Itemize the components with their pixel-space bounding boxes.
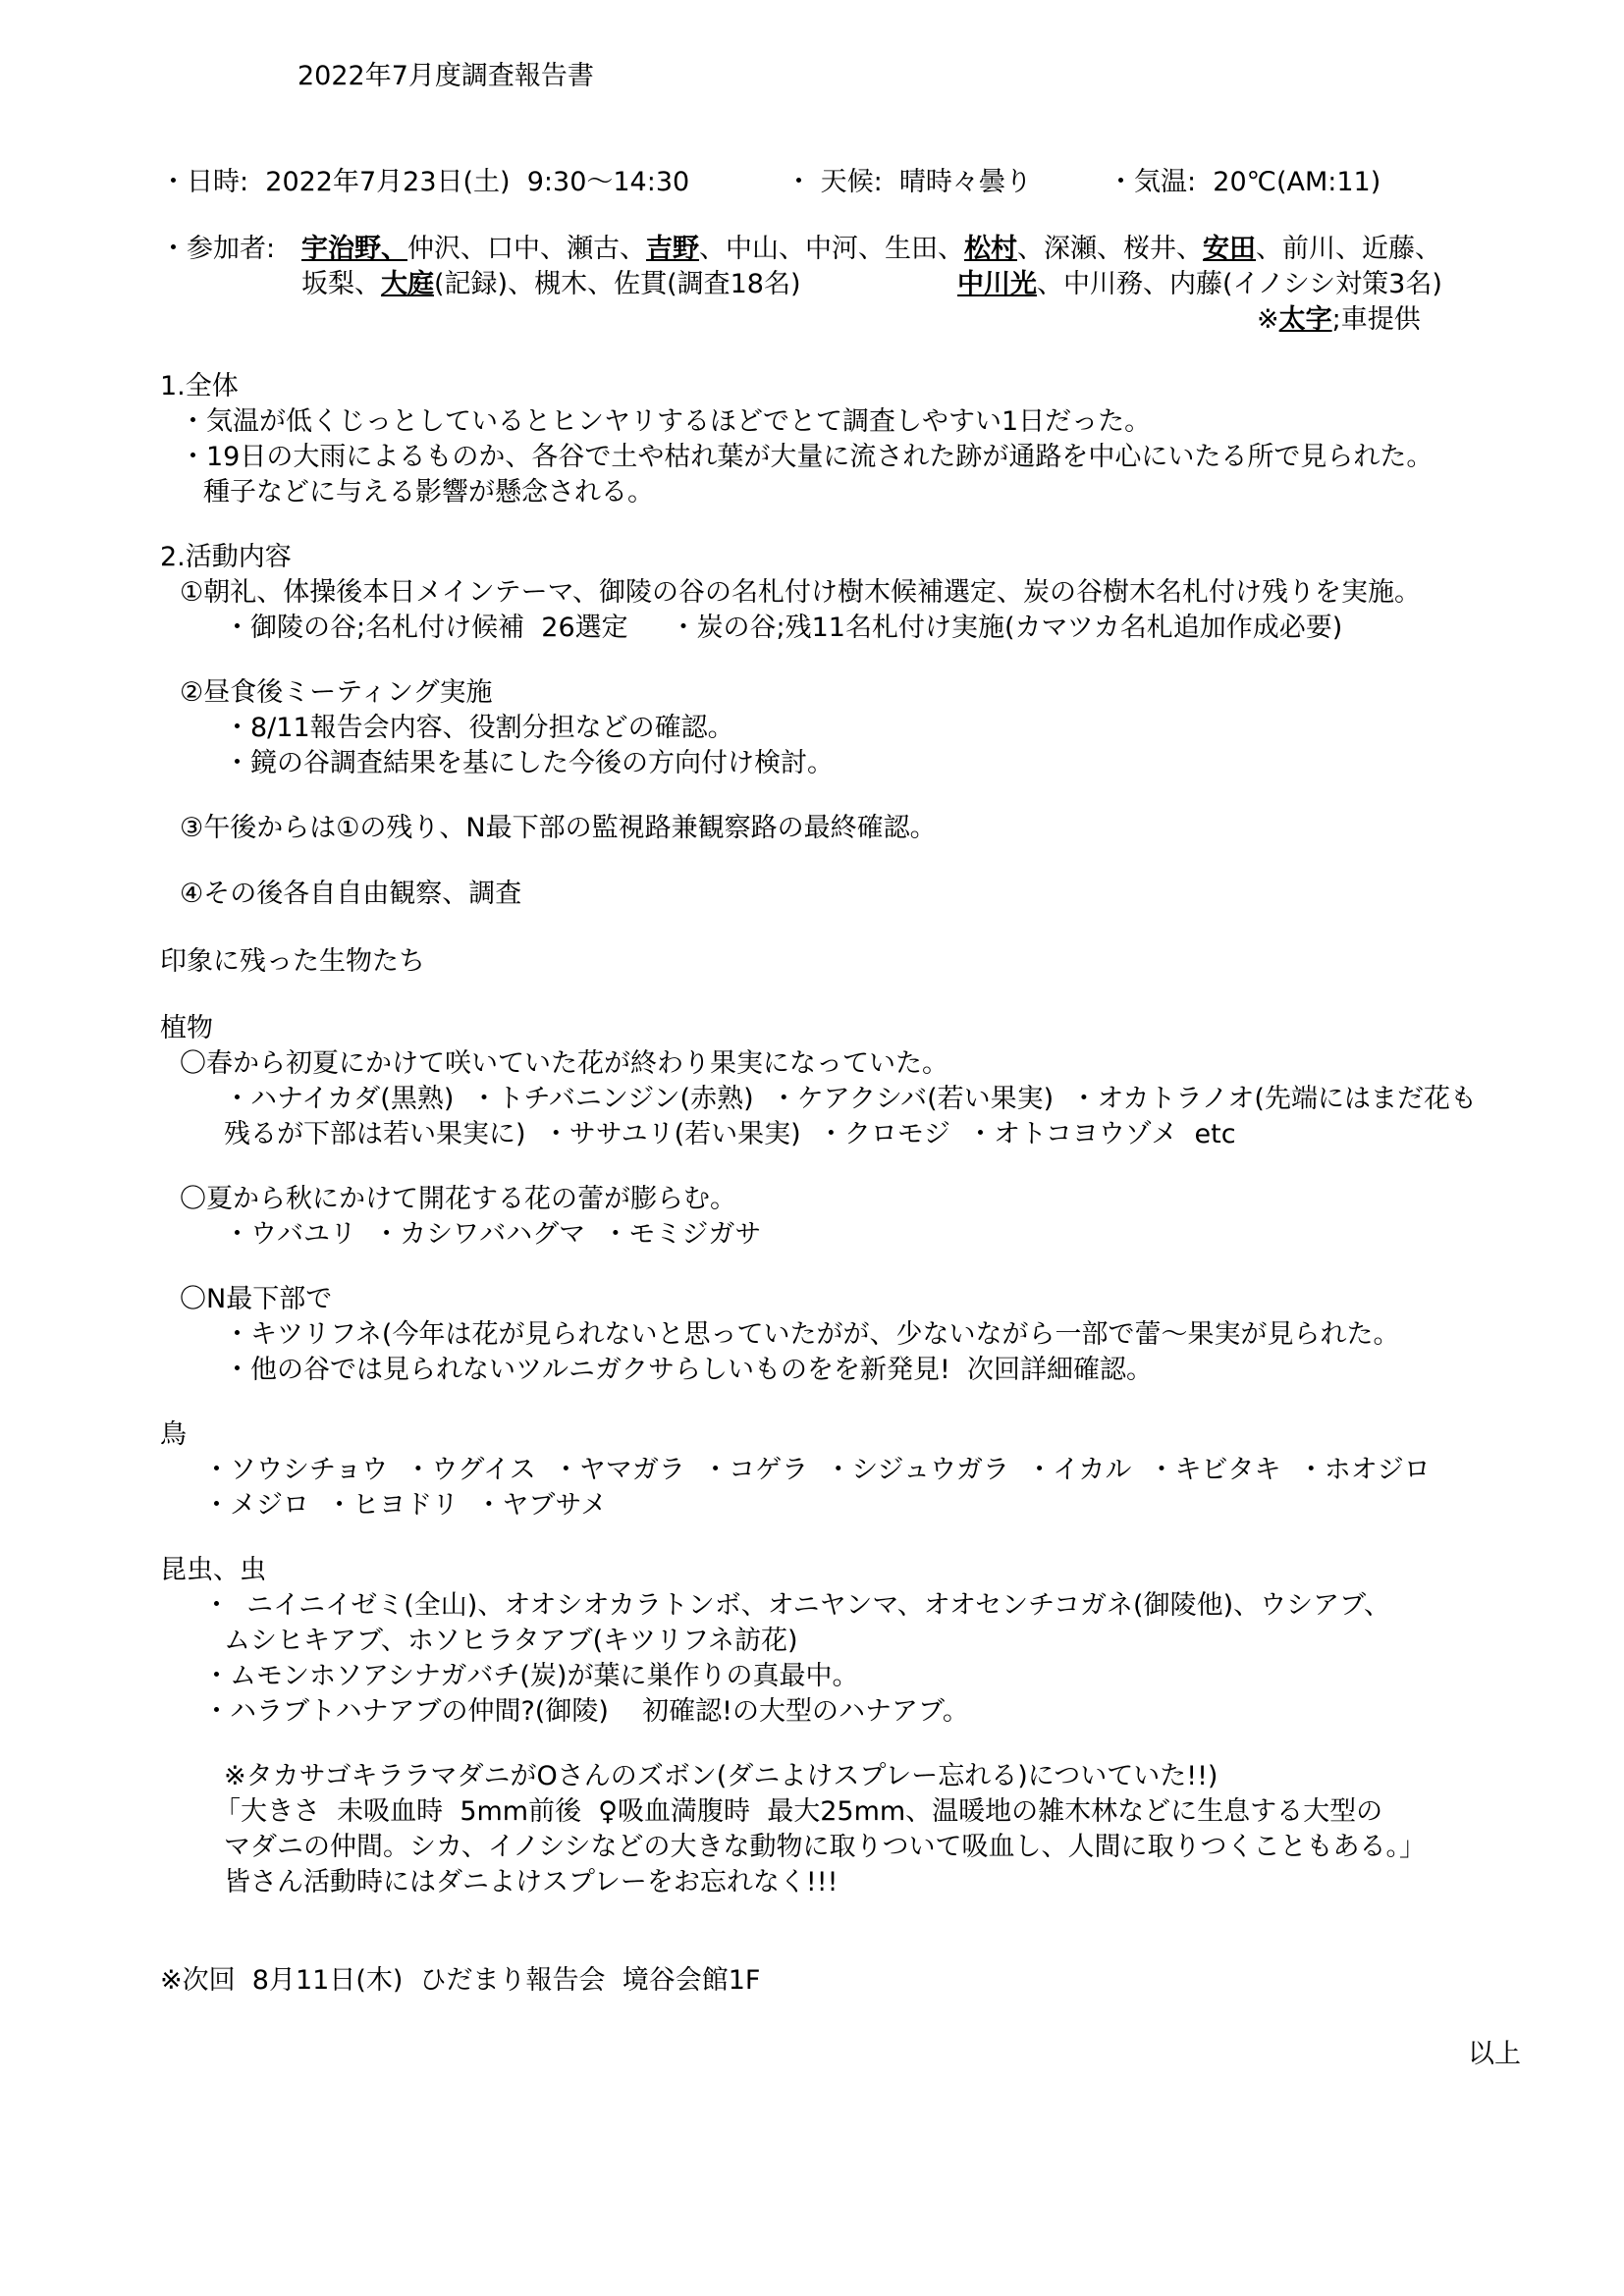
- car-note-suffix: ;車提供: [1331, 304, 1421, 335]
- plants-group-2-line-1: ・ウバユリ ・カシワバハグマ ・モミジガサ: [224, 1219, 762, 1250]
- section-1-line-1: ・気温が低くじっとしているとヒンヤリするほどでとて調査しやすい1日だった。: [180, 406, 1152, 437]
- activity-item-3: ③午後からは①の残り、N最下部の監視路兼観察路の最終確認。: [180, 813, 937, 843]
- participant-names: 、前川、近藤、: [1256, 234, 1441, 264]
- impressions-heading: 印象に残った生物たち: [160, 946, 425, 977]
- tick-note-4: 皆さん活動時にはダニよけスプレーをお忘れなく!!!: [224, 1867, 839, 1897]
- birds-line-1: ・ソウシチョウ ・ウグイス ・ヤマガラ ・コゲラ ・シジュウガラ ・イカル ・キビタキ ・ホオジロ: [203, 1455, 1431, 1485]
- participant-driver-name: 中川光: [957, 269, 1037, 299]
- section-1-heading: 1.全体: [160, 371, 239, 401]
- participant-driver-name: 大庭: [381, 269, 434, 299]
- insects-line-4: ・ハラブトハナアブの仲間?(御陵) 初確認!の大型のハナアブ。: [203, 1696, 969, 1727]
- report-title: 2022年7月度調査報告書: [298, 61, 594, 91]
- next-meeting: ※次回 8月11日(木) ひだまり報告会 境谷会館1F: [160, 1965, 761, 1996]
- plants-heading: 植物: [160, 1013, 213, 1043]
- plants-group-1-line-2: 残るが下部は若い果実に) ・ササユリ(若い果実) ・クロモジ ・オトコヨウゾメ etc: [224, 1119, 1236, 1149]
- car-note-bold: 太字: [1278, 304, 1332, 335]
- plants-group-3-line-1: ・キツリフネ(今年は花が見られないと思っていたがが、少ないながら一部で蕾〜果実が見られた。: [224, 1319, 1400, 1350]
- participants-line-2a: [301, 267, 801, 302]
- plants-group-2: 〇夏から秋にかけて開花する花の蕾が膨らむ。: [180, 1184, 736, 1214]
- insects-line-1: ・ ニイニイゼミ(全山)、オオシオカラトンボ、オニヤンマ、オオセンチコガネ(御陵他)、ウシアブ、: [203, 1590, 1390, 1621]
- plants-group-1: 〇春から初夏にかけて咲いていた花が終わり果実になっていた。: [180, 1048, 948, 1079]
- section-1-line-2: ・19日の大雨によるものか、各谷で土や枯れ葉が大量に流された跡が通路を中心にいたる所で見られた。: [180, 442, 1434, 472]
- insects-line-3: ・ムモンホソアシナガバチ(炭)が葉に巣作りの真最中。: [203, 1661, 859, 1691]
- insects-heading: 昆虫、虫: [160, 1555, 266, 1585]
- participant-names: (記録)、槻木、佐貫(調査18名): [434, 269, 801, 299]
- activity-item-1: ①朝礼、体操後本日メインテーマ、御陵の谷の名札付け樹木候補選定、炭の谷樹木名札付け残りを実施。: [180, 577, 1422, 608]
- participant-names: 仲沢、口中、瀬古、: [407, 234, 646, 264]
- participant-names: 、中川務、内藤(イノシシ対策3名): [1037, 269, 1442, 299]
- meta-weather: ・ 天候: 晴時々曇り: [785, 167, 1032, 197]
- tick-note-1: ※タカサゴキララマダニがOさんのズボン(ダニよけスプレー忘れる)についていた!!): [224, 1761, 1218, 1791]
- birds-line-2: ・メジロ ・ヒヨドリ ・ヤブサメ: [203, 1490, 608, 1521]
- car-note-prefix: ※: [1257, 304, 1279, 335]
- activity-item-2: ②昼食後ミーティング実施: [180, 677, 493, 708]
- closing-mark: 以上: [1468, 2039, 1521, 2069]
- insects-line-2: ムシヒキアブ、ホソヒラタアブ(キツリフネ訪花): [224, 1626, 798, 1656]
- section-2-heading: 2.活動内容: [160, 542, 292, 572]
- plants-group-3: 〇N最下部で: [180, 1284, 333, 1314]
- participant-driver-name: 吉野: [646, 234, 699, 264]
- participants-line-1: [301, 232, 1441, 267]
- participant-driver-name: 安田: [1203, 234, 1256, 264]
- meta-datetime: ・日時: 2022年7月23日(土) 9:30〜14:30: [160, 167, 690, 197]
- section-1-line-3: 種子などに与える影響が懸念される。: [203, 477, 654, 507]
- participants-label: ・参加者:: [160, 234, 276, 264]
- participant-names: 、中山、中河、生田、: [699, 234, 964, 264]
- participant-names: 、深瀬、桜井、: [1017, 234, 1203, 264]
- car-note: [1257, 302, 1421, 338]
- plants-group-3-line-2: ・他の谷では見られないツルニガクサらしいものをを新発見! 次回詳細確認。: [224, 1355, 1153, 1385]
- participant-names: 坂梨、: [301, 269, 381, 299]
- participant-driver-name: 宇治野、: [301, 234, 407, 264]
- participant-driver-name: 松村: [964, 234, 1017, 264]
- participants-line-2b: [957, 267, 1442, 302]
- activity-item-4: ④その後各自自由観察、調査: [180, 879, 522, 909]
- tick-note-3: マダニの仲間。シカ、イノシシなどの大きな動物に取りついて吸血し、人間に取りつくこともある。」: [224, 1832, 1427, 1862]
- activity-item-2-sub-1: ・8/11報告会内容、役割分担などの確認。: [224, 713, 734, 743]
- plants-group-1-line-1: ・ハナイカダ(黒熟) ・トチバニンジン(赤熟) ・ケアクシバ(若い果実) ・オカトラノオ(先端にはまだ花も: [224, 1084, 1477, 1114]
- activity-item-1-sub: ・御陵の谷;名札付け候補 26選定 ・炭の谷;残11名札付け実施(カマツカ名札追加作成必要): [224, 613, 1343, 643]
- meta-temperature: ・気温: 20℃(AM:11): [1108, 167, 1381, 197]
- tick-note-2: 「大きさ 未吸血時 5mm前後 ♀吸血満腹時 最大25mm、温暖地の雑木林などに生息する大型の: [214, 1796, 1383, 1827]
- activity-item-2-sub-2: ・鏡の谷調査結果を基にした今後の方向付け検討。: [224, 748, 834, 778]
- birds-heading: 鳥: [160, 1419, 187, 1450]
